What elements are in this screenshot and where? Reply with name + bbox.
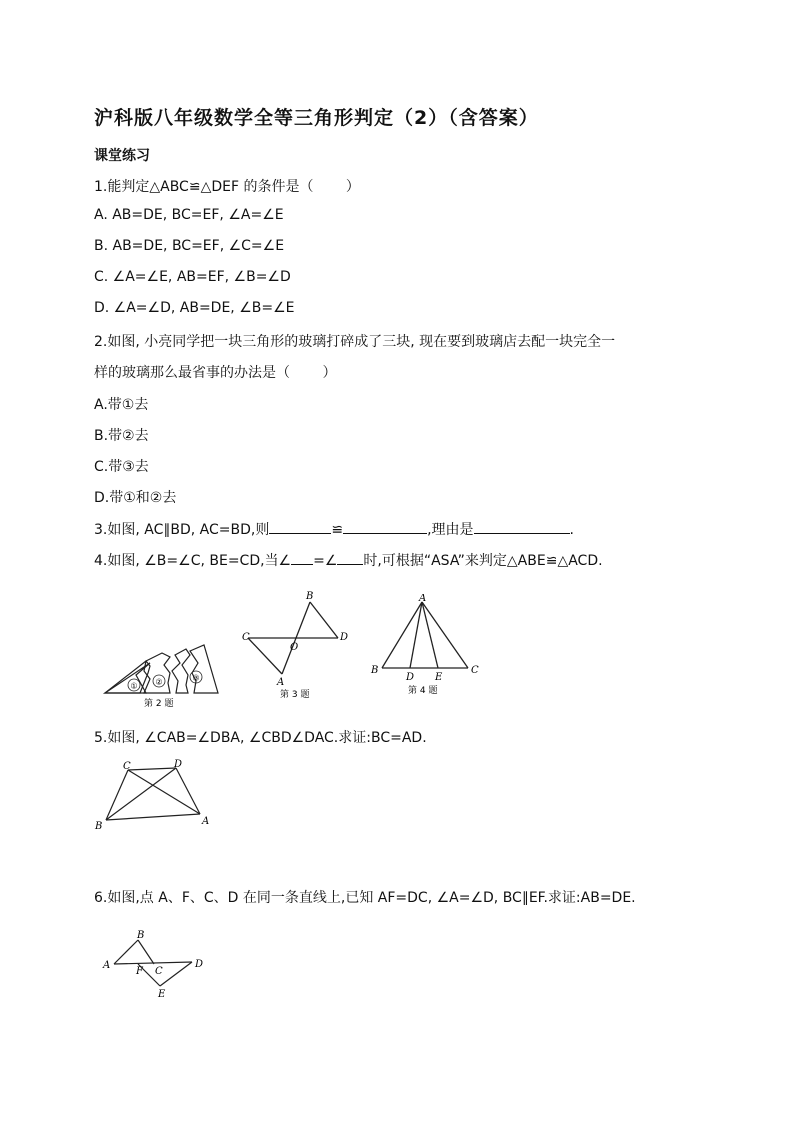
fig5-point-a: A xyxy=(202,816,210,827)
fig6-point-b: B xyxy=(137,930,145,941)
q1-option-b: B. AB=DE, BC=EF, ∠C=∠E xyxy=(94,238,285,254)
q1-option-a: A. AB=DE, BC=EF, ∠A=∠E xyxy=(94,207,284,223)
fig3-point-d: D xyxy=(340,632,349,643)
q1-stem: 1.能判定△ABC≌△DEF 的条件是（ ） xyxy=(94,179,360,195)
q3-congruent-symbol: ≌ xyxy=(331,522,344,538)
fig3-point-c: C xyxy=(242,632,250,643)
fig4-point-c: C xyxy=(471,665,479,676)
fig5-point-b: B xyxy=(95,821,103,832)
figure-q3 xyxy=(240,586,355,716)
fig6-point-f: F xyxy=(136,966,143,977)
q2-option-c: C.带③去 xyxy=(94,459,149,475)
fig3-point-o: O xyxy=(290,642,299,653)
q3-text-end: . xyxy=(569,522,574,538)
q3-blank-1[interactable] xyxy=(269,519,331,534)
fig4-point-b: B xyxy=(371,665,379,676)
q2-stem-line1: 2.如图, 小亮同学把一块三角形的玻璃打碎成了三块, 现在要到玻璃店去配一块完全一 xyxy=(94,334,616,350)
q6-stem: 6.如图,点 A、F、C、D 在同一条直线上,已知 AF=DC, ∠A=∠D, BC∥EF.求证:AB=DE. xyxy=(94,890,636,906)
fig6-point-c: C xyxy=(155,966,163,977)
q4-blank-2[interactable] xyxy=(337,550,363,565)
fig4-point-a: A xyxy=(419,594,427,604)
figure-q3-caption: 第 3 题 xyxy=(280,690,310,700)
q3-blank-2[interactable] xyxy=(343,519,427,534)
fig6-point-e: E xyxy=(158,989,166,1000)
piece-1-label: ① xyxy=(130,681,138,691)
q4-text-mid: =∠ xyxy=(313,553,338,569)
q3-stem xyxy=(94,519,574,539)
fig6-point-a: A xyxy=(103,960,111,971)
fig3-point-a: A xyxy=(277,677,285,688)
q2-option-b: B.带②去 xyxy=(94,428,149,444)
fig3-point-b: B xyxy=(306,591,314,602)
figure-q5 xyxy=(92,758,212,833)
page-title: 沪科版八年级数学全等三角形判定（2）（含答案） xyxy=(94,107,539,129)
q2-option-a: A.带①去 xyxy=(94,397,149,413)
fig6-point-d: D xyxy=(195,959,204,970)
figure-q6 xyxy=(100,926,215,1006)
q1-option-c: C. ∠A=∠E, AB=EF, ∠B=∠D xyxy=(94,269,291,285)
piece-3-label: ③ xyxy=(192,673,200,683)
q1-option-d: D. ∠A=∠D, AB=DE, ∠B=∠E xyxy=(94,300,295,316)
q2-stem-line2: 样的玻璃那么最省事的办法是（ ） xyxy=(94,365,337,381)
q2-option-d: D.带①和②去 xyxy=(94,490,177,506)
section-heading: 课堂练习 xyxy=(94,148,150,164)
figure-q2-caption: 第 2 题 xyxy=(144,699,174,709)
figure-q4 xyxy=(368,594,488,702)
q3-text-1: 3.如图, AC∥BD, AC=BD,则 xyxy=(94,522,270,538)
q4-text-1: 4.如图, ∠B=∠C, BE=CD,当∠ xyxy=(94,553,292,569)
fig4-point-d: D xyxy=(406,672,415,683)
q3-text-2: ,理由是 xyxy=(427,522,474,538)
fig5-point-c: C xyxy=(123,761,131,772)
fig5-point-d: D xyxy=(174,759,183,770)
q4-stem xyxy=(94,550,603,570)
fig4-point-e: E xyxy=(435,672,443,683)
figure-q4-caption: 第 4 题 xyxy=(408,686,438,696)
q4-blank-1[interactable] xyxy=(291,550,313,565)
q4-text-2: 时,可根据“ASA”来判定△ABE≌△ACD. xyxy=(363,553,603,569)
q5-stem: 5.如图, ∠CAB=∠DBA, ∠CBD∠DAC.求证:BC=AD. xyxy=(94,730,427,746)
q3-blank-3[interactable] xyxy=(474,519,570,534)
figure-q2-broken-glass xyxy=(100,615,222,710)
piece-2-label: ② xyxy=(155,677,163,687)
